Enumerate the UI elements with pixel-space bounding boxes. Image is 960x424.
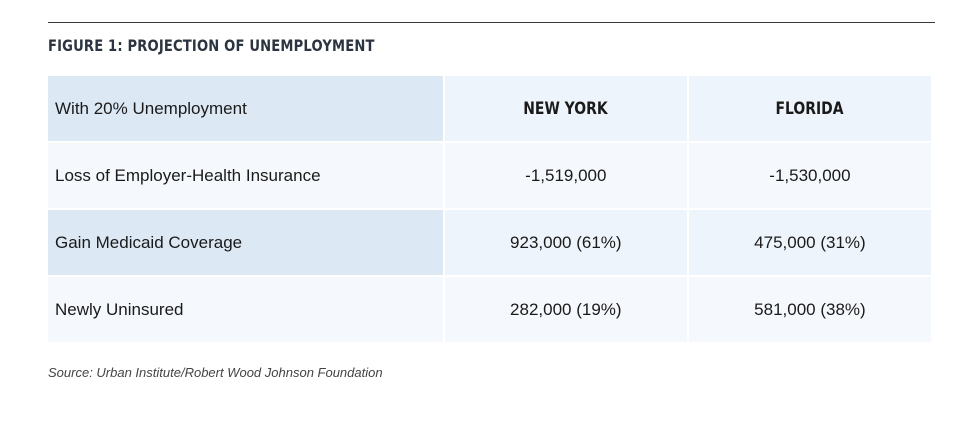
table-row: [48, 277, 931, 342]
table-row: [48, 143, 931, 208]
header-scenario: With 20% Unemployment: [48, 76, 443, 141]
cell-florida: -1,530,000: [689, 143, 931, 208]
cell-new-york: 282,000 (19%): [445, 277, 687, 342]
row-label: Loss of Employer-Health Insurance: [48, 143, 443, 208]
cell-florida: 581,000 (38%): [689, 277, 931, 342]
header-florida: [689, 76, 931, 141]
cell-new-york: 923,000 (61%): [445, 210, 687, 275]
top-divider: [48, 22, 935, 23]
figure-title: FIGURE 1: PROJECTION OF UNEMPLOYMENT: [48, 36, 375, 55]
table-header-row: [48, 76, 931, 141]
header-new-york: [445, 76, 687, 141]
unemployment-table: [46, 74, 933, 344]
cell-new-york: -1,519,000: [445, 143, 687, 208]
row-label: Newly Uninsured: [48, 277, 443, 342]
row-label: Gain Medicaid Coverage: [48, 210, 443, 275]
source-note: Source: Urban Institute/Robert Wood Johnson Foundation: [48, 365, 383, 380]
cell-florida: 475,000 (31%): [689, 210, 931, 275]
table-row: [48, 210, 931, 275]
header-new-york-label: NEW YORK: [523, 98, 609, 119]
header-florida-label: FLORIDA: [775, 98, 844, 119]
